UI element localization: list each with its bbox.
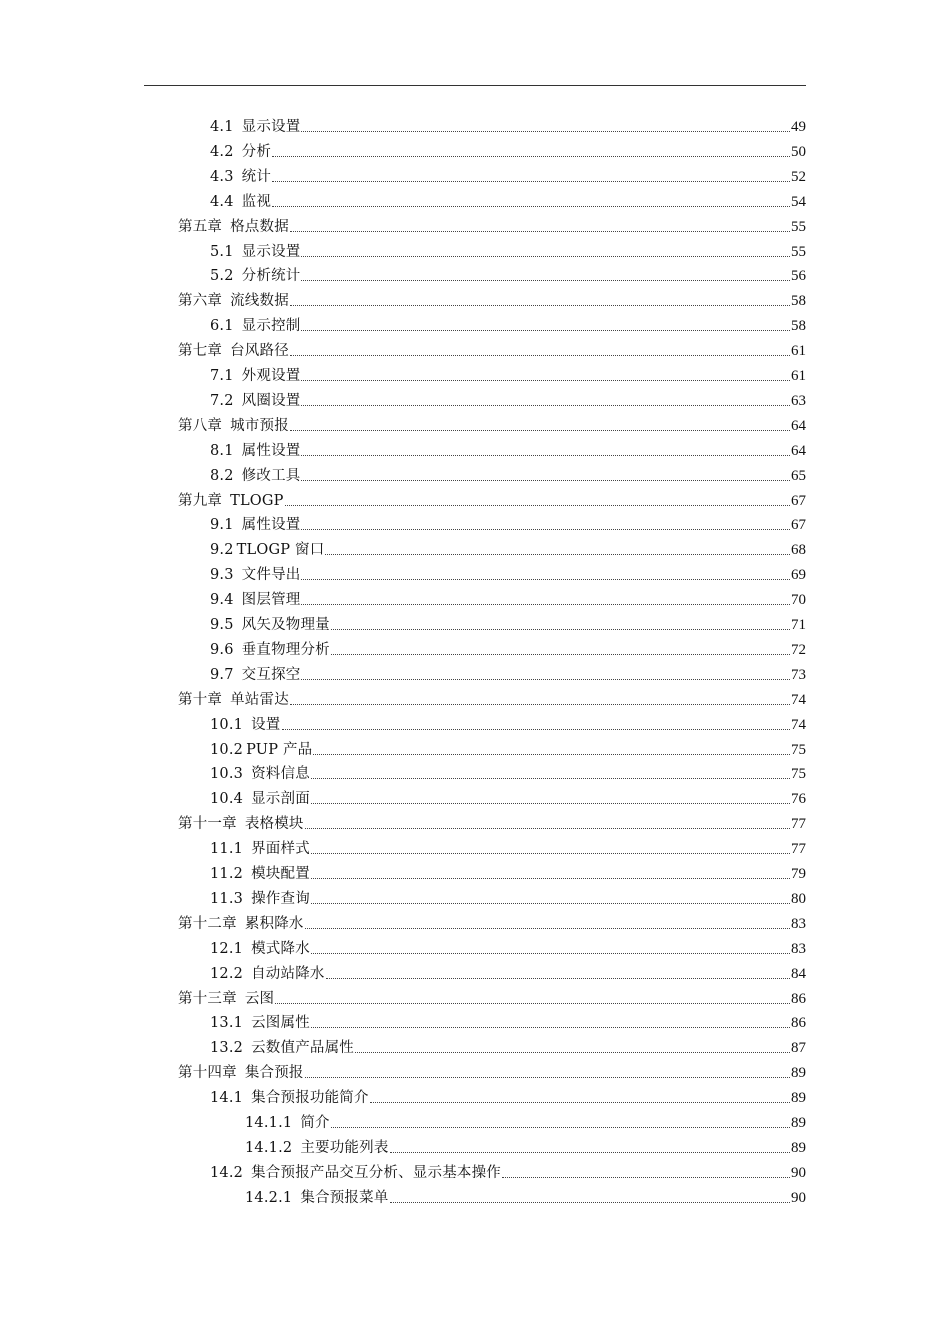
toc-leader-dots [331,628,790,630]
toc-entry-page-number: 67 [791,517,806,534]
toc-entry-page-number: 61 [791,343,806,360]
toc-entry[interactable] [210,761,806,783]
toc-entry-page-number: 69 [791,567,806,584]
toc-entry[interactable] [245,1110,806,1132]
toc-leader-dots [282,728,791,730]
toc-entry-title: 单站雷达 [230,691,289,708]
toc-entry-number: 5.1 [210,243,234,260]
toc-entry[interactable] [210,712,806,734]
toc-entry-page-number: 86 [791,1015,806,1032]
toc-entry[interactable] [210,438,806,460]
toc-entry-label [210,442,300,460]
toc-leader-dots [301,379,790,381]
toc-entry[interactable] [210,189,806,211]
toc-leader-dots [290,230,790,232]
toc-entry-page-number: 86 [791,990,806,1007]
toc-entry[interactable] [210,786,806,808]
toc-entry-page-number: 87 [791,1040,806,1057]
toc-leader-dots [305,827,790,829]
toc-leader-dots [301,404,790,406]
toc-entry-page-number: 74 [791,691,806,708]
toc-leader-dots [311,952,790,954]
toc-entry-title: 资料信息 [251,766,310,783]
toc-entry[interactable] [210,662,806,684]
toc-leader-dots [325,553,790,555]
toc-leader-dots [272,205,790,207]
toc-entry[interactable] [210,961,806,983]
toc-leader-dots [390,1201,790,1203]
toc-entry[interactable] [178,986,806,1008]
toc-entry-label [178,691,289,709]
toc-entry-page-number: 89 [791,1115,806,1131]
toc-entry-label [210,716,281,734]
toc-entry[interactable] [245,1135,806,1157]
toc-entry[interactable] [178,1060,806,1082]
toc-entry[interactable] [210,886,806,908]
toc-entry-label [210,641,330,659]
toc-entry-number: 4.1 [210,119,234,135]
toc-entry-page-number: 77 [791,841,806,858]
toc-entry-number: 4.2 [210,143,234,160]
toc-leader-dots [272,155,790,157]
toc-entry-title: 交互探空 [241,666,301,683]
toc-entry-number: 14.2 [210,1164,244,1181]
toc-leader-dots [301,279,790,281]
toc-entry-number: 14.1 [210,1090,244,1107]
toc-leader-dots [285,504,790,506]
toc-entry-page-number: 73 [791,666,806,683]
toc-entry[interactable] [178,811,806,833]
toc-entry[interactable] [210,1085,806,1107]
toc-entry-title: TLOGP 窗口 [236,542,325,559]
toc-entry-number: 7.2 [210,392,234,409]
toc-leader-dots [355,1051,790,1053]
toc-entry-label [210,1164,501,1182]
toc-entry-label [245,1189,389,1207]
toc-entry-number: 第五章 [178,218,223,235]
toc-entry-label [245,1139,389,1157]
toc-entry-title: 统计 [241,168,272,185]
toc-entry-number: 10.1 [210,716,244,733]
toc-entry-title: 格点数据 [230,218,289,235]
toc-entry-label [178,815,304,833]
toc-entry-title: 自动站降水 [251,965,325,982]
toc-entry-number: 12.2 [210,965,244,982]
toc-entry-title: 显示控制 [241,318,301,335]
toc-entry[interactable] [178,687,806,709]
toc-entry-page-number: 89 [791,1065,806,1082]
toc-entry-label [210,965,325,983]
toc-entry-page-number: 61 [791,368,806,384]
toc-leader-dots [301,454,790,456]
toc-entry[interactable] [178,338,806,360]
toc-entry-page-number: 84 [791,965,806,982]
toc-entry-number: 第六章 [178,293,223,310]
toc-leader-dots [326,977,790,979]
toc-entry-number: 9.3 [210,567,234,584]
toc-entry-label [210,193,271,211]
toc-entry-label [210,467,300,485]
toc-entry-page-number: 83 [791,915,806,932]
toc-leader-dots [311,1026,790,1028]
toc-leader-dots [301,130,790,132]
toc-entry[interactable] [210,587,806,609]
toc-entry-label [210,1014,310,1032]
toc-entry-page-number: 71 [791,617,806,633]
toc-entry-page-number: 49 [791,119,806,135]
toc-entry-number: 14.1.2 [245,1139,293,1156]
toc-entry-number: 9.7 [210,666,234,683]
toc-entry[interactable] [210,463,806,485]
toc-entry[interactable] [210,936,806,958]
toc-entry-title: 集合预报 [244,1065,304,1082]
toc-entry-page-number: 89 [791,1139,806,1156]
toc-entry-page-number: 80 [791,890,806,907]
toc-entry[interactable] [210,1160,806,1182]
toc-entry-number: 4.4 [210,193,234,210]
toc-entry-title: 云图 [244,990,275,1007]
toc-entry[interactable] [210,737,806,759]
toc-entry-page-number: 77 [791,816,806,833]
toc-entry-label [210,243,300,261]
toc-leader-dots [370,1101,790,1103]
toc-entry-number: 12.1 [210,940,244,957]
toc-entry-page-number: 90 [791,1164,806,1181]
toc-entry-number: 11.3 [210,890,244,907]
toc-entry-label [178,417,289,435]
toc-entry-title: 简介 [300,1115,330,1131]
toc-leader-dots [311,777,790,779]
toc-entry-label [210,143,271,161]
toc-entry-page-number: 90 [791,1189,806,1206]
toc-entry-title: 操作查询 [251,890,310,907]
toc-entry-title: 图层管理 [241,592,301,609]
toc-entry-number: 9.2 [210,542,234,559]
toc-entry-page-number: 72 [791,641,806,658]
toc-entry-number: 10.4 [210,791,244,808]
toc-entry-title: 台风路径 [230,343,289,360]
toc-entry-label [210,765,310,783]
toc-entry-title: 界面样式 [251,841,310,858]
toc-leader-dots [305,927,790,929]
toc-leader-dots [301,329,790,331]
toc-leader-dots [290,703,790,705]
toc-entry[interactable] [178,911,806,933]
toc-entry-label [210,865,310,883]
toc-entry-number: 11.2 [210,866,244,882]
toc-entry-number: 第七章 [178,343,223,360]
toc-entry[interactable] [210,1010,806,1032]
toc-leader-dots [311,877,790,879]
toc-entry-number: 5.2 [210,268,234,285]
toc-entry-title: 修改工具 [241,467,301,484]
toc-entry-title: 属性设置 [241,442,301,459]
toc-entry[interactable] [210,363,806,385]
toc-entry-title: 分析 [241,143,272,160]
toc-entry-label [178,492,284,510]
toc-entry-page-number: 83 [791,940,806,957]
toc-entry-title: 设置 [251,716,281,733]
toc-entry-label [210,890,310,908]
toc-entry-page-number: 75 [791,741,806,758]
toc-entry-page-number: 70 [791,592,806,609]
toc-entry-title: 集合预报功能简介 [251,1090,369,1107]
toc-entry-title: 集合预报产品交互分析、显示基本操作 [251,1164,501,1181]
toc-entry-number: 4.3 [210,168,234,185]
header-rule [144,85,806,86]
toc-leader-dots [301,678,790,680]
toc-entry-number: 9.6 [210,641,234,658]
toc-entry-title: 文件导出 [241,567,301,584]
toc-entry-number: 7.1 [210,368,234,384]
toc-entry-page-number: 89 [791,1090,806,1107]
toc-entry-label [210,790,310,808]
toc-entry-title: 风矢及物理量 [241,617,330,633]
toc-entry-number: 第八章 [178,417,223,434]
toc-entry[interactable] [210,139,806,161]
toc-leader-dots [305,1076,790,1078]
toc-leader-dots [311,852,790,854]
toc-entry-label [178,990,274,1008]
toc-entry-label [178,1064,304,1082]
toc-entry[interactable] [210,562,806,584]
toc-entry-number: 第十一章 [178,816,237,833]
toc-entry-label [210,541,324,559]
toc-entry-title: 显示设置 [241,119,301,135]
toc-entry-title: 外观设置 [241,368,301,384]
toc-entry-label [210,168,271,186]
toc-entry-label [210,840,310,858]
toc-entry-page-number: 67 [791,492,806,509]
toc-entry[interactable] [245,1185,806,1207]
toc-leader-dots [331,653,790,655]
toc-leader-dots [301,603,790,605]
toc-entry[interactable] [210,1035,806,1057]
toc-entry-number: 9.1 [210,517,234,534]
toc-entry-number: 6.1 [210,318,234,335]
toc-entry-label [210,118,300,136]
toc-leader-dots [311,802,790,804]
toc-entry[interactable] [210,537,806,559]
toc-entry-title: 云图属性 [251,1015,310,1032]
toc-entry-title: 显示剖面 [251,791,310,808]
toc-entry-label [178,218,289,236]
toc-entry-page-number: 55 [791,218,806,235]
toc-entry-title: 主要功能列表 [300,1139,389,1156]
toc-leader-dots [331,1126,790,1128]
toc-entry-title: 流线数据 [230,293,289,310]
toc-entry-page-number: 64 [791,417,806,434]
toc-entry-label [210,516,300,534]
toc-entry-number: 11.1 [210,841,244,858]
toc-entry-number: 8.2 [210,467,234,484]
toc-entry-label [245,1114,330,1132]
toc-entry-label [210,940,310,958]
toc-entry-label [210,367,300,385]
toc-entry[interactable] [178,288,806,310]
toc-entry-label [210,666,300,684]
toc-leader-dots [313,753,790,755]
toc-entry-label [178,915,304,933]
toc-entry-number: 8.1 [210,442,234,459]
toc-leader-dots [290,304,790,306]
toc-entry[interactable] [178,214,806,236]
toc-entry[interactable] [178,413,806,435]
toc-entry-label [210,741,312,759]
toc-leader-dots [502,1176,790,1178]
toc-entry-page-number: 56 [791,268,806,285]
toc-entry-page-number: 68 [791,542,806,559]
toc-entry-title: 风圈设置 [241,392,301,409]
toc-entry-title: TLOGP [230,492,284,509]
toc-entry-number: 第十三章 [178,990,237,1007]
toc-entry-page-number: 58 [791,293,806,310]
toc-entry-label [210,267,300,285]
toc-leader-dots [301,255,790,257]
toc-entry-page-number: 63 [791,392,806,409]
toc-leader-dots [290,429,790,431]
toc-entry-number: 9.5 [210,617,234,633]
toc-entry-page-number: 65 [791,467,806,484]
toc-entry[interactable] [210,239,806,261]
toc-entry-title: 垂直物理分析 [241,641,330,658]
toc-entry-number: 14.2.1 [245,1189,293,1206]
toc-entry-number: 10.2 [210,741,244,758]
toc-entry-page-number: 79 [791,866,806,882]
toc-entry-number: 第十章 [178,691,223,708]
toc-entry-title: 属性设置 [241,517,301,534]
toc-entry-number: 第十四章 [178,1065,237,1082]
toc-entry-label [210,591,300,609]
toc-entry-number: 14.1.1 [245,1115,293,1131]
toc-leader-dots [311,902,790,904]
toc-leader-dots [390,1151,790,1153]
toc-entry-title: 城市预报 [230,417,289,434]
toc-entry[interactable] [210,114,806,136]
toc-entry-title: 集合预报菜单 [300,1189,389,1206]
toc-entry-page-number: 55 [791,243,806,260]
toc-entry-number: 9.4 [210,592,234,609]
toc-entry-title: 累积降水 [244,915,304,932]
toc-entry-title: 分析统计 [241,268,301,285]
toc-entry-title: 表格模块 [244,816,304,833]
toc-leader-dots [301,578,790,580]
toc-entry-page-number: 75 [791,766,806,783]
toc-entry[interactable] [210,263,806,285]
toc-entry-title: 云数值产品属性 [251,1040,354,1057]
toc-entry[interactable] [210,313,806,335]
toc-leader-dots [301,528,790,530]
toc-entry-label [210,317,300,335]
toc-entry-label [178,292,289,310]
toc-entry-label [210,1089,369,1107]
toc-entry-page-number: 76 [791,791,806,808]
toc-entry[interactable] [210,612,806,634]
toc-entry[interactable] [210,164,806,186]
toc-entry-number: 第十二章 [178,915,237,932]
toc-entry-title: 模式降水 [251,940,310,957]
toc-entry[interactable] [210,512,806,534]
toc-leader-dots [275,1002,790,1004]
toc-entry-label [210,616,330,634]
toc-entry-number: 第九章 [178,492,223,509]
toc-entry[interactable] [210,388,806,410]
toc-entry-number: 13.1 [210,1015,244,1032]
toc-entry[interactable] [210,861,806,883]
toc-entry-label [210,566,300,584]
toc-leader-dots [290,354,790,356]
toc-entry-page-number: 54 [791,193,806,210]
toc-entry-title: PUP 产品 [246,741,313,758]
toc-entry[interactable] [210,637,806,659]
toc-entry-page-number: 74 [791,716,806,733]
toc-leader-dots [301,479,790,481]
toc-entry-number: 13.2 [210,1040,244,1057]
toc-entry-number: 10.3 [210,766,244,783]
toc-entry-page-number: 50 [791,143,806,160]
toc-entry-title: 监视 [241,193,272,210]
toc-entry-page-number: 58 [791,318,806,335]
toc-entry[interactable] [178,488,806,510]
toc-entry-title: 模块配置 [251,866,310,882]
toc-entry-label [178,342,289,360]
toc-entry[interactable] [210,836,806,858]
toc-entry-label [210,1039,354,1057]
toc-entry-page-number: 64 [791,442,806,459]
toc-entry-title: 显示设置 [241,243,301,260]
toc-leader-dots [272,180,790,182]
toc-entry-label [210,392,300,410]
toc-entry-page-number: 52 [791,168,806,185]
